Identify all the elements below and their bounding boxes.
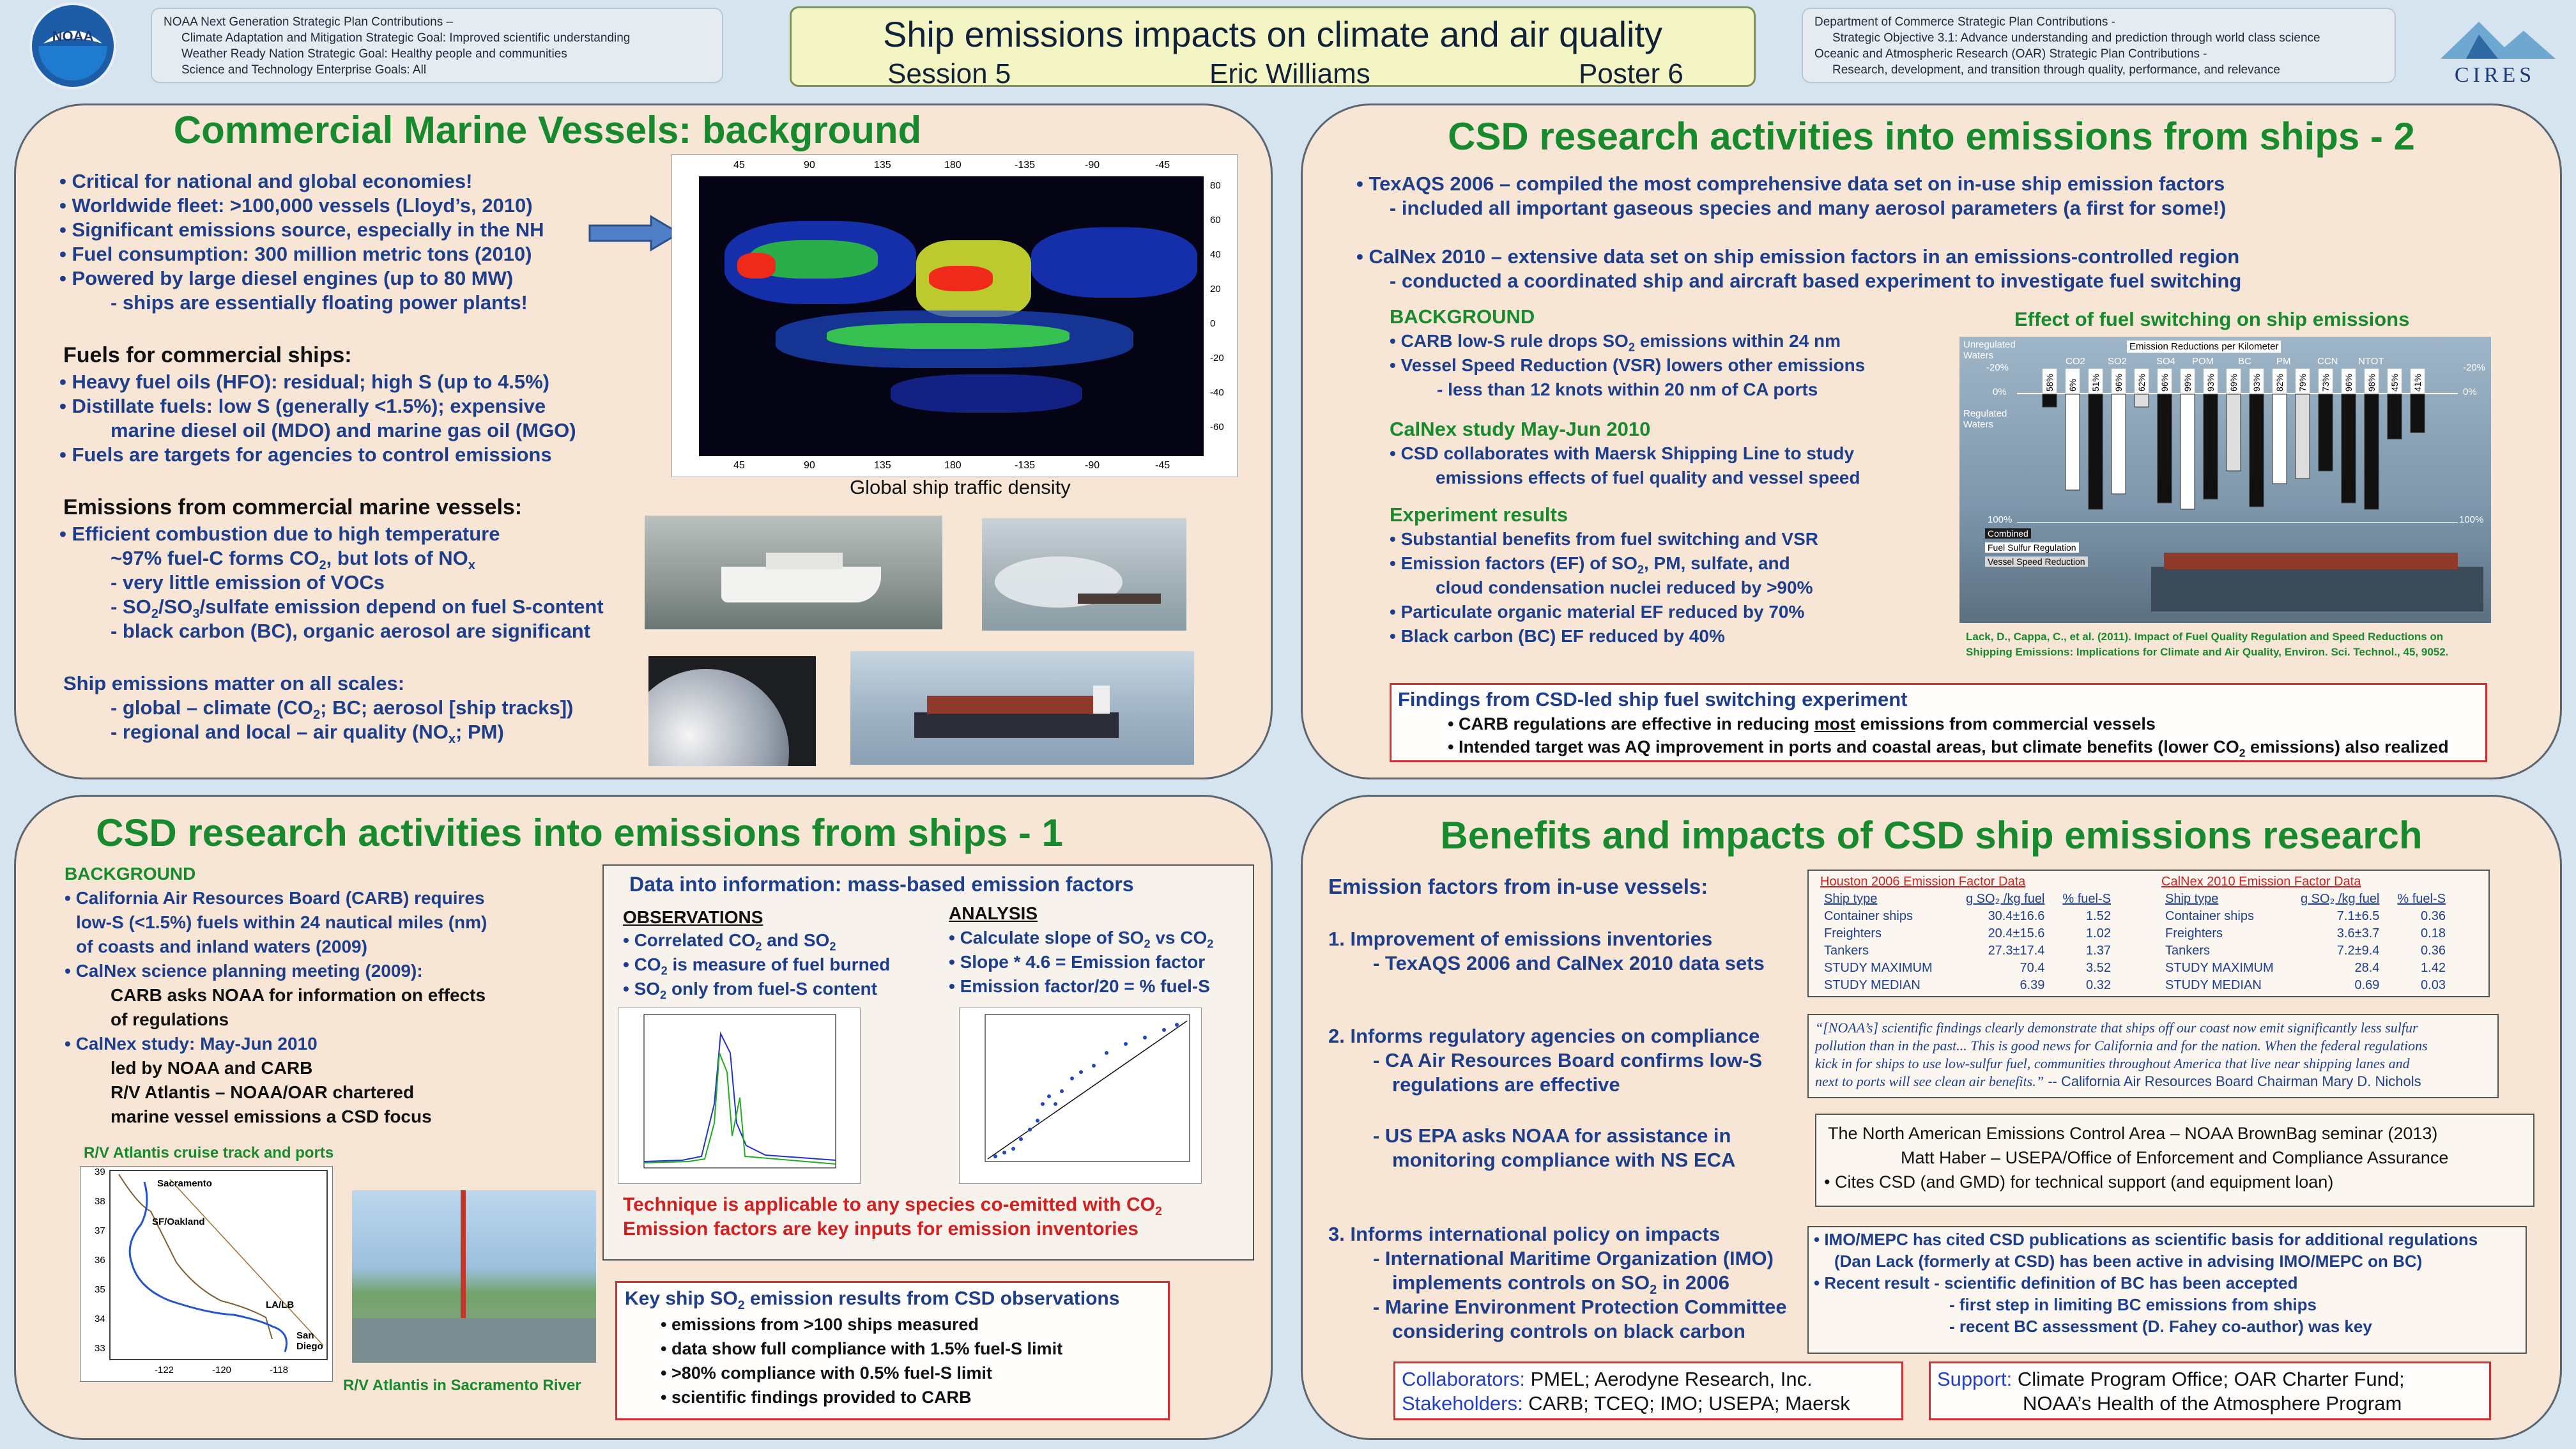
header-right-line-3: Oceanic and Atmospheric Research (OAR) Strategic Plan Contributions - xyxy=(1814,47,2207,61)
fuels-heading: Fuels for commercial ships: xyxy=(63,343,352,367)
map-bottom-tick-7: -45 xyxy=(1155,460,1170,471)
chart-pct-label: 6% xyxy=(2067,378,2078,392)
imo-line-5: - recent BC assessment (D. Fahey co-author) was key xyxy=(1949,1317,2372,1336)
scatter-plot xyxy=(959,1008,1202,1184)
ef-heading: Emission factors from in-use vessels: xyxy=(1328,875,1708,898)
obs-2: • $CO_2$ is measure of fuel burned xyxy=(623,954,891,977)
title-box xyxy=(790,6,1756,87)
chart-pct-label: 96% xyxy=(2159,373,2170,392)
calnex-sub: - conducted a coordinated ship and aircraft based experiment to investigate fuel switching xyxy=(1390,270,2242,292)
author-name: Eric Williams xyxy=(1209,58,1370,89)
col-ef: g SO₂ /kg fuel xyxy=(1966,892,2045,906)
chart-pct-label: 96% xyxy=(2113,373,2124,392)
chart-bar xyxy=(2319,394,2333,471)
panel-background xyxy=(14,103,1273,779)
timeseries-plot xyxy=(618,1008,861,1184)
col-s-2: % fuel-S xyxy=(2397,892,2446,906)
chart-pct-label: 62% xyxy=(2136,373,2147,392)
panel-4-title: Benefits and impacts of CSD ship emissions research xyxy=(1440,814,2423,857)
impact-2-sub-4: monitoring compliance with NS ECA xyxy=(1392,1149,1736,1171)
calnex-table xyxy=(2161,891,2450,994)
panel-activities-1 xyxy=(14,795,1273,1440)
impact-3-sub-2: implements controls on $SO_2$ in 2006 xyxy=(1392,1271,1730,1298)
p3-b2: low-S (<1.5%) fuels within 24 nautical miles (nm) xyxy=(76,912,487,932)
impact-2-sub-3: - US EPA asks NOAA for assistance in xyxy=(1373,1124,1731,1147)
chart-pct-label: 45% xyxy=(2389,373,2400,392)
chart-species-6: PM xyxy=(2276,356,2291,367)
map-label-sacramento: Sacramento xyxy=(157,1178,212,1189)
scatter-points xyxy=(960,1008,1202,1184)
table-row: STUDY MEDIAN 6.39 0.32 xyxy=(1824,978,2111,992)
p1-bullet-1: • Critical for national and global economies! xyxy=(59,170,473,192)
table-row: Container ships 7.1±6.5 0.36 xyxy=(2165,909,2446,923)
map-ytick-34: 34 xyxy=(95,1314,105,1324)
map-caption: Global ship traffic density xyxy=(850,476,1071,498)
p3-b8: led by NOAA and CARB xyxy=(111,1058,313,1078)
chart-legend-fuel: Fuel Sulfur Regulation xyxy=(1985,542,2079,553)
chart-right-axis-2: 0% xyxy=(2463,387,2477,397)
p3-b4: • CalNex science planning meeting (2009): xyxy=(65,961,423,981)
emission-3: - very little emission of VOCs xyxy=(111,571,385,594)
header-left-box xyxy=(151,8,723,83)
cruise-track-lines xyxy=(80,1167,333,1382)
panel-benefits xyxy=(1301,795,2562,1440)
chart-bar xyxy=(2365,394,2379,509)
impact-2-sub-2: regulations are effective xyxy=(1392,1073,1620,1096)
map-right-tick-4: 20 xyxy=(1210,284,1221,295)
chart-bar xyxy=(2250,394,2264,507)
chart-citation-1: Lack, D., Cappa, C., et al. (2011). Impact of Fuel Quality Regulation and Speed Reductions on xyxy=(1966,631,2444,643)
key-result-1: • emissions from >100 ships measured xyxy=(661,1315,979,1334)
chart-left-axis-2: 0% xyxy=(1993,387,2007,397)
emission-1: • Efficient combustion due to high temperature xyxy=(59,523,500,545)
eca-box xyxy=(1815,1114,2534,1207)
p3-b3: of coasts and inland waters (2009) xyxy=(76,937,367,956)
map-top-tick-4: 180 xyxy=(944,160,962,171)
ship-traffic-map xyxy=(671,154,1238,477)
stakeholders-line: Stakeholders: CARB; TCEQ; IMO; USEPA; Maersk xyxy=(1402,1392,1850,1414)
chart-regulated-label: Regulated Waters xyxy=(1963,408,2007,430)
p1-bullet-2: • Worldwide fleet: >100,000 vessels (Lloyd’s, 2010) xyxy=(59,194,533,217)
map-label-la: LA/LB xyxy=(266,1300,295,1310)
map-xtick-122: -122 xyxy=(155,1365,174,1376)
chart-species-3: SO4 xyxy=(2156,356,2176,367)
map-right-tick-8: -60 xyxy=(1210,422,1224,433)
chart-pct-label: 73% xyxy=(2320,373,2331,392)
key-result-4: • scientific findings provided to CARB xyxy=(661,1388,972,1407)
p1-bullet-6: - ships are essentially floating power plants! xyxy=(111,291,528,314)
chart-bar xyxy=(2089,394,2103,509)
map-top-tick-1: 45 xyxy=(733,160,745,171)
map-right-tick-1: 80 xyxy=(1210,180,1221,191)
chart-pct-label: 96% xyxy=(2343,373,2354,392)
impact-1: 1. Improvement of emissions inventories xyxy=(1328,928,1713,950)
technique-line-2: Emission factors are key inputs for emission inventories xyxy=(623,1218,1138,1239)
earth-clouds-photo xyxy=(648,656,816,766)
p3-b9: R/V Atlantis – NOAA/OAR chartered xyxy=(111,1082,415,1102)
chart-legend-speed: Vessel Speed Reduction xyxy=(1985,556,2088,567)
panel-2-title: CSD research activities into emissions from ships - 2 xyxy=(1448,115,2415,158)
fuel-1: • Heavy fuel oils (HFO): residual; high S (up to 4.5%) xyxy=(59,371,549,393)
map-bottom-tick-1: 45 xyxy=(733,460,745,471)
fuel-4: • Fuels are targets for agencies to control emissions xyxy=(59,443,552,466)
key-result-2: • data show full compliance with 1.5% fuel-S limit xyxy=(661,1339,1063,1358)
imo-line-3: • Recent result - scientific definition of BC has been accepted xyxy=(1814,1273,2298,1292)
quote-line-2: pollution than in the past... This is good news for California and for the nation. When the federal regulations xyxy=(1815,1038,2428,1054)
p3-b5: CARB asks NOAA for information on effects xyxy=(111,985,486,1005)
eca-line-2: Matt Haber – USEPA/Office of Enforcement and Compliance Assurance xyxy=(1901,1148,2449,1167)
map-right-tick-2: 60 xyxy=(1210,215,1221,226)
map-right-tick-7: -40 xyxy=(1210,387,1224,398)
scales-heading: Ship emissions matter on all scales: xyxy=(63,672,405,694)
study-heading: CalNex study May-Jun 2010 xyxy=(1390,418,1651,440)
seagull-icon xyxy=(32,5,114,87)
ana-3: • Emission factor/20 = % fuel-S xyxy=(949,976,1210,996)
result-5: • Black carbon (BC) EF reduced by 40% xyxy=(1390,626,1725,646)
noaa-logo xyxy=(29,3,116,89)
panel-1-title: Commercial Marine Vessels: background xyxy=(173,109,922,151)
result-2: • Emission factors (EF) of $SO_2$, PM, sulfate, and xyxy=(1390,553,1790,576)
chart-bar xyxy=(2204,394,2218,499)
map-top-tick-2: 90 xyxy=(804,160,815,171)
chart-left-axis-3: 100% xyxy=(1988,514,2012,525)
impact-1-sub: - TexAQS 2006 and CalNex 2010 data sets xyxy=(1373,952,1765,974)
map-bottom-tick-5: -135 xyxy=(1015,460,1036,471)
impact-3-sub-3: - Marine Environment Protection Committee xyxy=(1373,1296,1787,1318)
support-line: Support: Climate Program Office; OAR Charter Fund; xyxy=(1937,1368,2405,1390)
technique-line-1: Technique is applicable to any species co-emitted with $CO_2$ xyxy=(623,1194,1162,1218)
panel-3-title: CSD research activities into emissions from ships - 1 xyxy=(96,811,1063,854)
map-top-tick-7: -45 xyxy=(1155,160,1170,171)
chart-legend-title: Emission Reductions per Kilometer xyxy=(2127,341,2281,353)
chart-bar xyxy=(2066,394,2080,490)
carb-quote-box xyxy=(1807,1014,2499,1098)
chart-bar xyxy=(2411,394,2425,433)
result-3: cloud condensation nuclei reduced by >90% xyxy=(1436,578,1813,597)
map-ytick-38: 38 xyxy=(95,1196,105,1207)
data-info-title: Data into information: mass-based emission factors xyxy=(629,873,1134,896)
ana-2: • Slope * 4.6 = Emission factor xyxy=(949,952,1206,972)
table-row: Tankers 7.2±9.4 0.36 xyxy=(2165,944,2446,958)
chart-right-axis-3: 100% xyxy=(2459,514,2484,525)
mountains-icon xyxy=(2428,9,2562,60)
p2-background-heading: BACKGROUND xyxy=(1390,305,1535,328)
cruise-map-caption: R/V Atlantis cruise track and ports xyxy=(84,1144,334,1162)
map-label-sandiego: San Diego xyxy=(296,1330,323,1352)
obs-3: • $SO_2$ only from fuel-S content xyxy=(623,979,877,1002)
header-left-line-1: NOAA Next Generation Strategic Plan Contributions – xyxy=(164,15,454,29)
map-ytick-37: 37 xyxy=(95,1225,105,1236)
col-ef-2: g SO₂ /kg fuel xyxy=(2301,892,2380,906)
p3-background-heading: BACKGROUND xyxy=(65,864,196,884)
fuel-switching-chart xyxy=(1959,337,2491,623)
emission-4: - $SO_2/SO_3$/sulfate emission depend on fuel S-content xyxy=(111,595,604,622)
col-s: % fuel-S xyxy=(2062,892,2111,906)
chart-pct-label: 79% xyxy=(2297,373,2308,392)
chart-species-5: BC xyxy=(2238,356,2251,367)
p1-bullet-5: • Powered by large diesel engines (up to 80 MW) xyxy=(59,267,514,289)
cires-logo xyxy=(2428,9,2562,87)
chart-pct-label: 51% xyxy=(2090,373,2101,392)
impact-2: 2. Informs regulatory agencies on compliance xyxy=(1328,1025,1760,1047)
header-left-line-2: Climate Adaptation and Mitigation Strategic Goal: Improved scientific understanding xyxy=(181,31,631,45)
result-4: • Particulate organic material EF reduced by 70% xyxy=(1390,602,1805,622)
timeseries-lines xyxy=(618,1008,861,1184)
chart-bar xyxy=(2181,394,2195,509)
p3-b6: of regulations xyxy=(111,1009,229,1029)
chart-pct-label: 58% xyxy=(2044,373,2055,392)
chart-pct-label: 82% xyxy=(2274,373,2285,392)
texaqs-bullet: • TexAQS 2006 – compiled the most comprehensive data set on in-use ship emission factors xyxy=(1356,172,2225,195)
ship-smoke-photo xyxy=(982,518,1186,631)
key-results-heading: Key ship $SO_2$ emission results from CSD observations xyxy=(625,1288,1120,1312)
finding-1: • CARB regulations are effective in reducing most emissions from commercial vessels xyxy=(1448,714,2156,733)
chart-species-7: CCN xyxy=(2317,356,2338,367)
atlantis-photo xyxy=(352,1190,596,1363)
noaa-logo-text: NOAA xyxy=(52,28,94,44)
arrow-right-icon xyxy=(587,214,683,252)
p1-bullet-3: • Significant emissions source, especially in the NH xyxy=(59,218,544,241)
panel-activities-2 xyxy=(1301,103,2562,779)
collaborators-line: Collaborators: PMEL; Aerodyne Research, Inc. xyxy=(1402,1368,1813,1390)
quote-line-4: next to ports will see clean air benefits.” -- California Air Resources Board Chairman Mary D. Nichols xyxy=(1815,1073,2421,1089)
support-line-2: NOAA’s Health of the Atmosphere Program xyxy=(2023,1392,2402,1414)
header-right-line-4: Research, development, and transition through quality, performance, and relevance xyxy=(1832,63,2280,77)
key-results-box xyxy=(615,1281,1170,1420)
chart-bar xyxy=(2296,394,2310,479)
map-right-tick-6: -20 xyxy=(1210,353,1224,364)
map-ytick-33: 33 xyxy=(95,1343,105,1354)
chart-title: Effect of fuel switching on ship emissions xyxy=(2014,308,2410,330)
header-left-line-3: Weather Ready Nation Strategic Goal: Healthy people and communities xyxy=(181,47,567,61)
ana-heading: ANALYSIS xyxy=(949,903,1038,923)
chart-bar xyxy=(2388,394,2402,439)
texaqs-sub: - included all important gaseous species and many aerosol parameters (a first for some!) xyxy=(1390,197,2227,219)
support-box xyxy=(1929,1361,2491,1420)
table-row: Tankers 27.3±17.4 1.37 xyxy=(1824,944,2111,958)
chart-bar xyxy=(2273,394,2287,484)
table-row: Freighters 3.6±3.7 0.18 xyxy=(2165,926,2446,940)
p1-bullet-4: • Fuel consumption: 300 million metric tons (2010) xyxy=(59,243,532,265)
chart-legend-combined: Combined xyxy=(1985,528,2031,539)
data-info-box xyxy=(602,864,1254,1261)
map-bottom-tick-3: 135 xyxy=(874,460,891,471)
cruise-ship-photo xyxy=(645,516,942,629)
chart-citation-2: Shipping Emissions: Implications for Climate and Air Quality, Environ. Sci. Technol., 45, 9052. xyxy=(1966,646,2449,658)
page-title: Ship emissions impacts on climate and air quality xyxy=(882,14,1663,54)
emissions-heading: Emissions from commercial marine vessels: xyxy=(63,495,523,519)
eca-line-3: • Cites CSD (and GMD) for technical support (and equipment loan) xyxy=(1824,1172,2334,1192)
table-row: Container ships 30.4±16.6 1.52 xyxy=(1824,909,2111,923)
emission-2: ~97% fuel-C forms $CO_2$, but lots of $NO_x$ xyxy=(111,547,475,573)
impact-3-sub-4: considering controls on black carbon xyxy=(1392,1320,1745,1342)
scale-1: - global – climate ($CO_2$; BC; aerosol [ship tracks]) xyxy=(111,696,574,723)
calnex-bullet: • CalNex 2010 – extensive data set on ship emission factors in an emissions-controlled region xyxy=(1356,245,2240,268)
map-top-tick-3: 135 xyxy=(874,160,891,171)
table-row: STUDY MEDIAN 0.69 0.03 xyxy=(2165,978,2446,992)
obs-heading: OBSERVATIONS xyxy=(623,907,763,927)
chart-species-8: NTOT xyxy=(2358,356,2384,367)
chart-bar xyxy=(2135,394,2149,407)
results-heading: Experiment results xyxy=(1390,503,1568,526)
chart-pct-label: 41% xyxy=(2412,373,2423,392)
session-label: Session 5 xyxy=(887,58,1011,89)
chart-left-axis-1: -20% xyxy=(1986,362,2009,373)
findings-box xyxy=(1390,683,2487,762)
header-right-line-1: Department of Commerce Strategic Plan Contributions - xyxy=(1814,15,2115,29)
imo-line-4: - first step in limiting BC emissions from ships xyxy=(1949,1295,2317,1314)
p2-bg-2: • Vessel Speed Reduction (VSR) lowers other emissions xyxy=(1390,355,1866,375)
houston-table-title: Houston 2006 Emission Factor Data xyxy=(1820,875,2026,889)
study-2: emissions effects of fuel quality and vessel speed xyxy=(1436,468,1860,487)
cires-logo-text: CIRES xyxy=(2454,63,2536,87)
chart-bar xyxy=(2112,394,2126,494)
map-bottom-tick-2: 90 xyxy=(804,460,815,471)
impact-3: 3. Informs international policy on impacts xyxy=(1328,1223,1721,1245)
cruise-track-map xyxy=(80,1166,333,1382)
map-label-sf: SF/Oakland xyxy=(152,1216,205,1227)
finding-2: • Intended target was AQ improvement in ports and coastal areas, but climate benefits (lower $CO_2$ emissions) also realized xyxy=(1448,737,2449,760)
map-ytick-39: 39 xyxy=(95,1167,105,1177)
chart-pct-label: 99% xyxy=(2182,373,2193,392)
impact-2-sub-1: - CA Air Resources Board confirms low-S xyxy=(1373,1049,1763,1071)
ef-table-box xyxy=(1807,870,2490,997)
poster-label: Poster 6 xyxy=(1579,58,1683,89)
houston-table xyxy=(1820,891,2115,994)
chart-pct-label: 93% xyxy=(2205,373,2216,392)
chart-species-4: POM xyxy=(2192,356,2214,367)
findings-heading: Findings from CSD-led ship fuel switching experiment xyxy=(1398,688,1908,710)
quote-attribution: -- California Air Resources Board Chairman Mary D. Nichols xyxy=(2044,1073,2421,1089)
map-bottom-tick-6: -90 xyxy=(1085,460,1100,471)
header-right-box xyxy=(1802,8,2396,83)
map-top-tick-6: -90 xyxy=(1085,160,1100,171)
chart-pct-label: 93% xyxy=(2251,373,2262,392)
map-top-tick-5: -135 xyxy=(1015,160,1036,171)
imo-box xyxy=(1807,1226,2527,1354)
chart-bar xyxy=(2043,394,2057,407)
fuel-3: marine diesel oil (MDO) and marine gas oil (MGO) xyxy=(111,419,576,441)
chart-bar xyxy=(2158,394,2172,503)
table-row: Freighters 20.4±15.6 1.02 xyxy=(1824,926,2111,940)
quote-line-1: “[NOAA’s] scientific findings clearly demonstrate that ships off our coast now emit significantly less sulfur xyxy=(1815,1020,2418,1036)
ana-1: • Calculate slope of $SO_2$ vs $CO_2$ xyxy=(949,928,1214,951)
key-result-3: • >80% compliance with 0.5% fuel-S limit xyxy=(661,1363,992,1383)
result-1: • Substantial benefits from fuel switching and VSR xyxy=(1390,529,1818,549)
p2-bg-1: • CARB low-S rule drops $SO_2$ emissions within 24 nm xyxy=(1390,331,1841,354)
chart-bar xyxy=(2227,394,2241,471)
eca-line-1: The North American Emissions Control Area – NOAA BrownBag seminar (2013) xyxy=(1828,1124,2438,1143)
col-ship-2: Ship type xyxy=(2165,892,2219,906)
chart-species-1: CO2 xyxy=(2066,356,2085,367)
map-ytick-35: 35 xyxy=(95,1284,105,1295)
chart-unregulated-label: Unregulated Waters xyxy=(1963,339,2016,361)
map-xtick-120: -120 xyxy=(212,1365,232,1376)
atlantis-photo-caption: R/V Atlantis in Sacramento River xyxy=(343,1377,581,1394)
table-row: STUDY MAXIMUM 28.4 1.42 xyxy=(2165,961,2446,975)
p3-b1: • California Air Resources Board (CARB) requires xyxy=(65,888,485,908)
collaborators-box xyxy=(1393,1361,1903,1420)
chart-bar xyxy=(2342,394,2356,503)
calnex-table-title: CalNex 2010 Emission Factor Data xyxy=(2161,875,2361,889)
scale-2: - regional and local – air quality ($NO_x$; PM) xyxy=(111,721,504,747)
header-right-line-2: Strategic Objective 3.1: Advance understanding and prediction through world class science xyxy=(1832,31,2320,45)
imo-line-2: (Dan Lack (formerly at CSD) has been active in advising IMO/MEPC on BC) xyxy=(1834,1252,2423,1271)
map-right-tick-5: 0 xyxy=(1210,318,1216,329)
header-left-line-4: Science and Technology Enterprise Goals: All xyxy=(181,63,427,77)
quote-line-3: kick in for ships to use low-sulfur fuel, communities throughout America that live near shipping lanes and xyxy=(1815,1055,2410,1071)
chart-species-2: SO2 xyxy=(2108,356,2128,367)
fuel-2: • Distillate fuels: low S (generally <1.5%); expensive xyxy=(59,395,546,417)
chart-pct-label: 98% xyxy=(2366,373,2377,392)
impact-3-sub-1: - International Maritime Organization (IMO) xyxy=(1373,1247,1774,1269)
col-ship: Ship type xyxy=(1824,892,1878,906)
imo-line-1: • IMO/MEPC has cited CSD publications as scientific basis for additional regulations xyxy=(1814,1230,2478,1249)
map-ytick-36: 36 xyxy=(95,1255,105,1266)
p3-b7: • CalNex study: May-Jun 2010 xyxy=(65,1034,318,1054)
map-right-tick-3: 40 xyxy=(1210,249,1221,260)
study-1: • CSD collaborates with Maersk Shipping Line to study xyxy=(1390,443,1855,463)
p2-bg-3: - less than 12 knots within 20 nm of CA ports xyxy=(1437,379,1818,399)
container-ship-photo xyxy=(850,651,1194,765)
chart-right-axis-1: -20% xyxy=(2463,362,2486,373)
emission-5: - black carbon (BC), organic aerosol are significant xyxy=(111,620,591,642)
map-bottom-tick-4: 180 xyxy=(944,460,962,471)
obs-1: • Correlated $CO_2$ and $SO_2$ xyxy=(623,930,836,953)
table-row: STUDY MAXIMUM 70.4 3.52 xyxy=(1824,961,2111,975)
chart-pct-label: 69% xyxy=(2228,373,2239,392)
p3-b10: marine vessel emissions a CSD focus xyxy=(111,1107,432,1126)
map-xtick-118: -118 xyxy=(270,1365,288,1376)
